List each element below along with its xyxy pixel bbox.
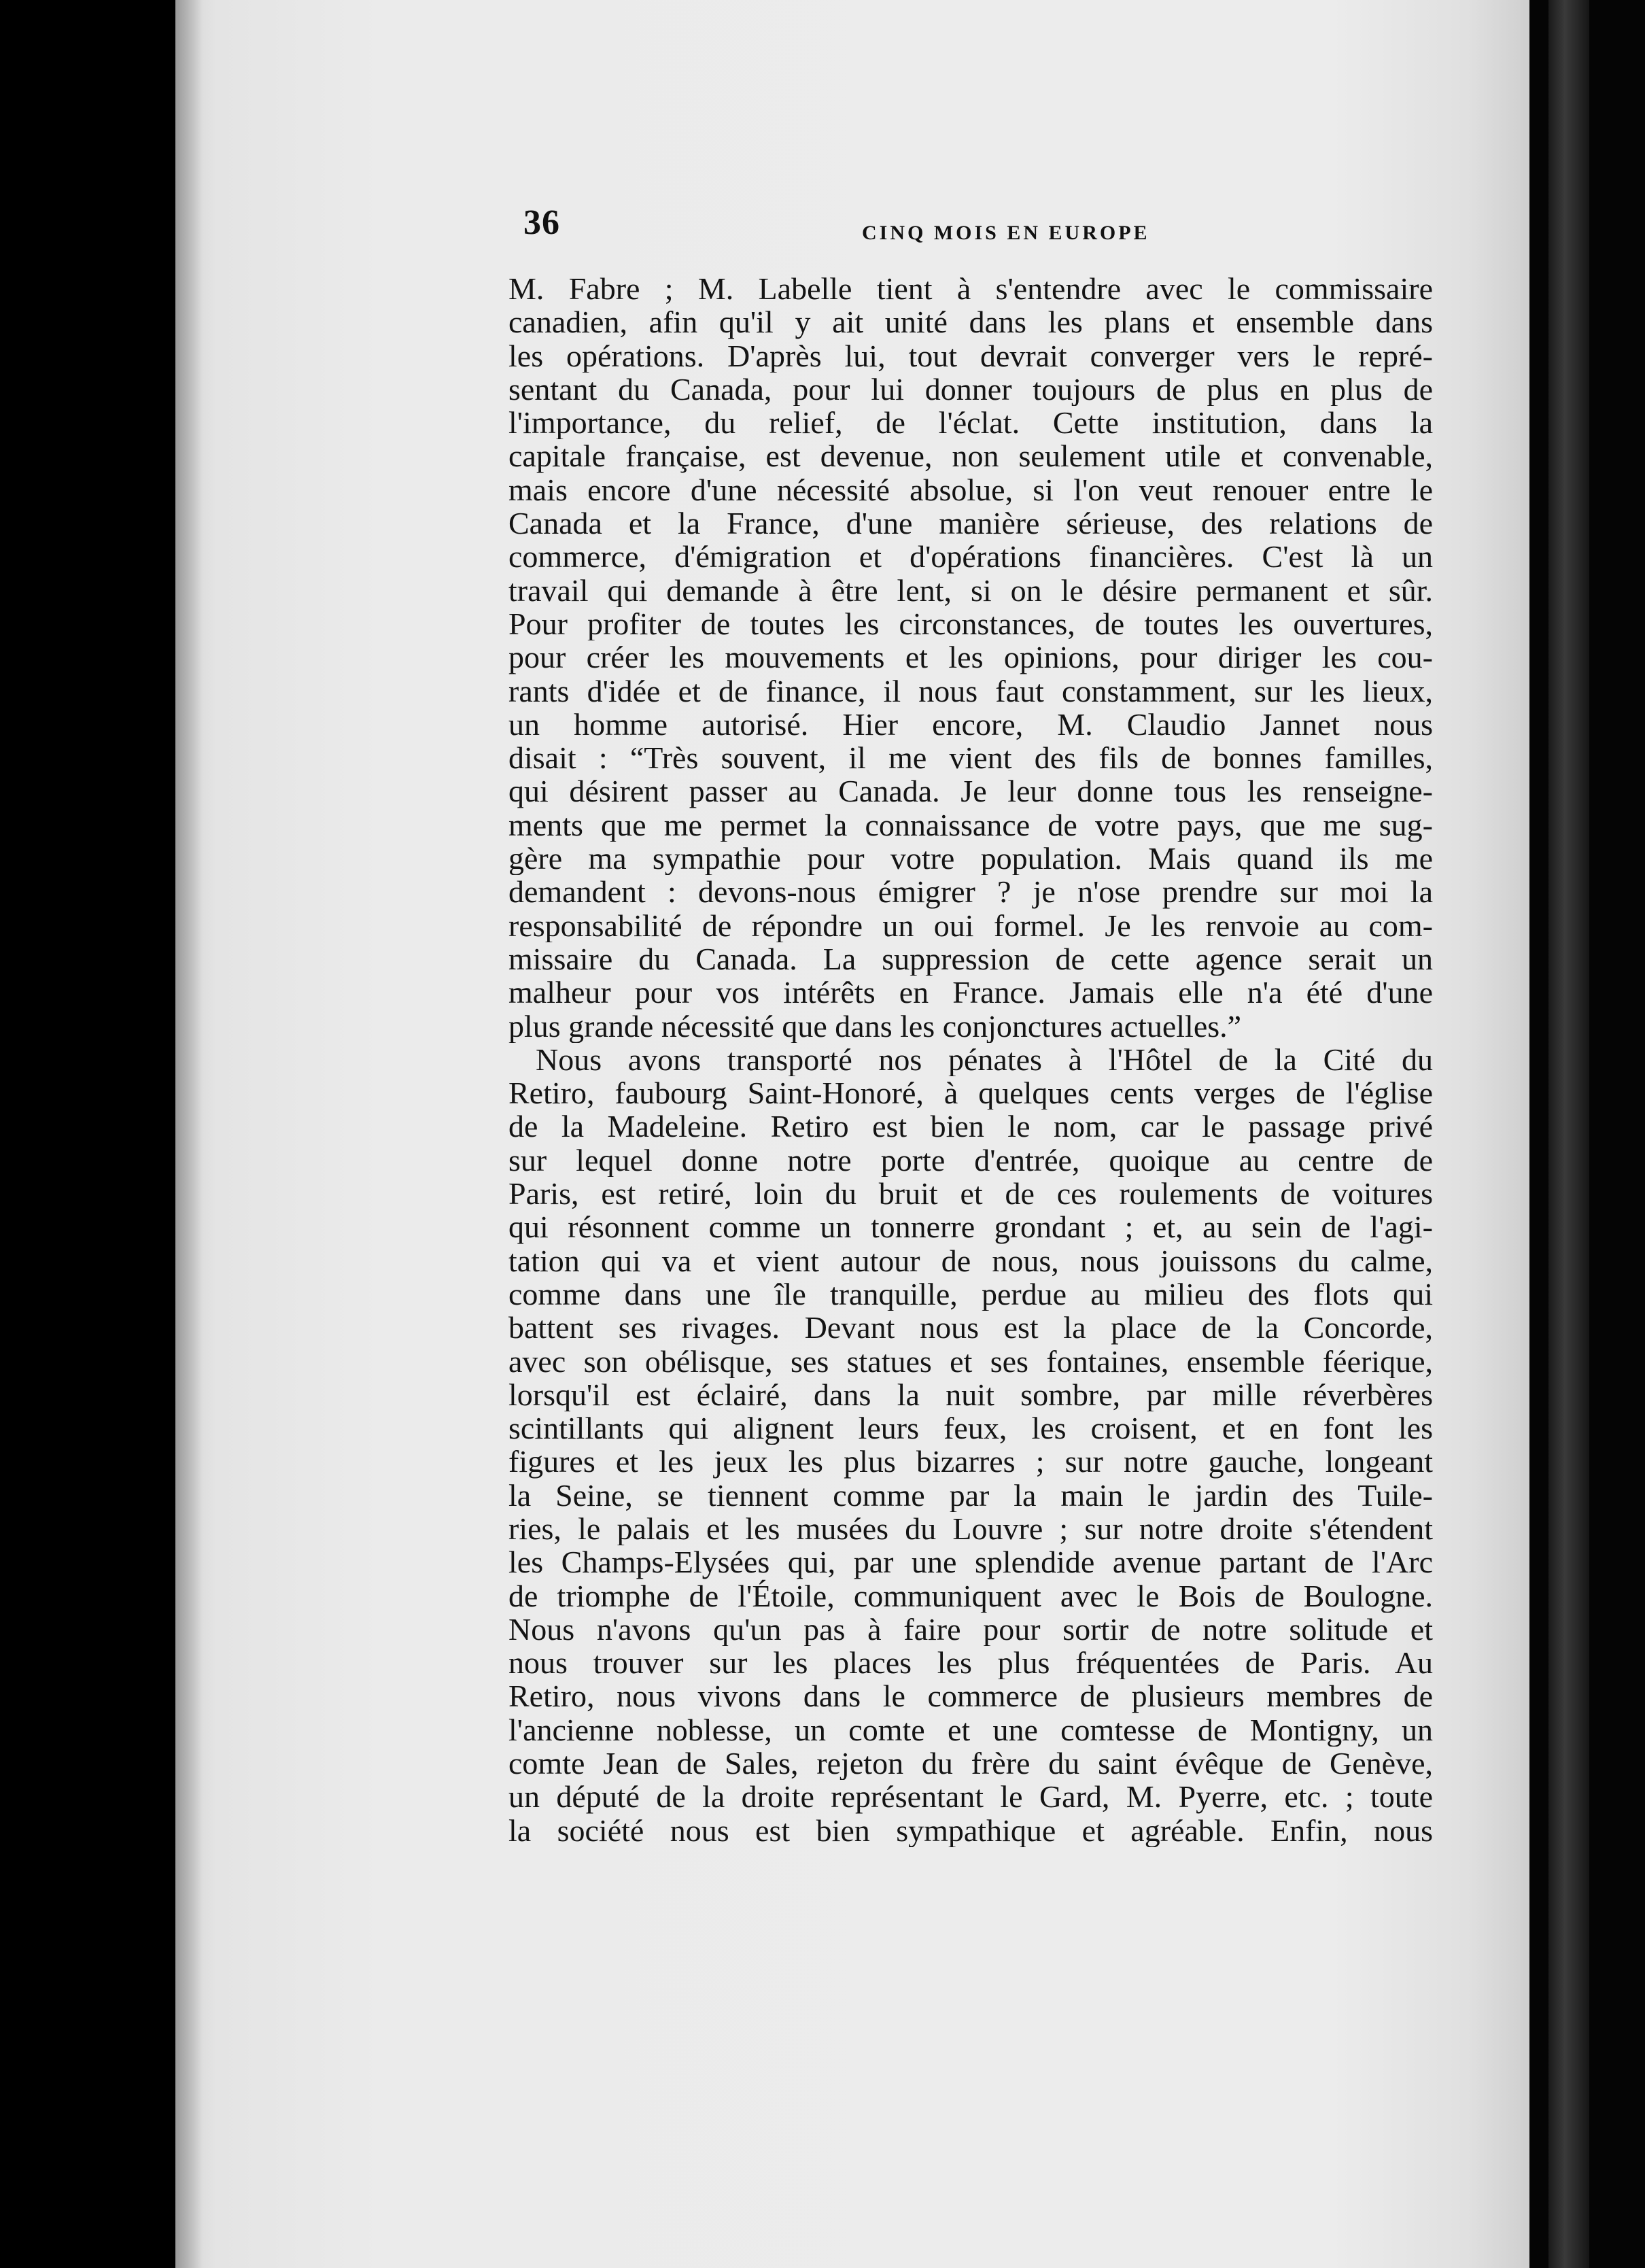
- text-line: travail qui demande à être lent, si on le désire permanent et sûr.: [508, 573, 1433, 607]
- text-line: missaire du Canada. La suppression de cette agence serait un: [508, 942, 1433, 976]
- page-header: [523, 203, 1438, 250]
- text-line: la Seine, se tiennent comme par la main le jardin des Tuile-: [508, 1478, 1433, 1512]
- text-line: scintillants qui alignent leurs feux, les croisent, et en font les: [508, 1411, 1433, 1445]
- text-line: pour créer les mouvements et les opinions, pour diriger les cou-: [508, 640, 1433, 674]
- text-line-paragraph-start: Nous avons transporté nos pénates à l'Hôtel de la Cité du: [536, 1042, 1433, 1077]
- text-line: figures et les jeux les plus bizarres ; sur notre gauche, longeant: [508, 1445, 1433, 1479]
- text-line: ries, le palais et les musées du Louvre ; sur notre droite s'étendent: [508, 1511, 1433, 1546]
- text-line: comme dans une île tranquille, perdue au milieu des flots qui: [508, 1277, 1433, 1311]
- text-line: comte Jean de Sales, rejeton du frère du saint évêque de Genève,: [508, 1747, 1433, 1781]
- text-line: rants d'idée et de finance, il nous faut constamment, sur les lieux,: [508, 674, 1433, 708]
- text-line: Pour profiter de toutes les circonstances, de toutes les ouvertures,: [508, 606, 1433, 641]
- text-line: responsabilité de répondre un oui formel. Je les renvoie au com-: [508, 908, 1433, 942]
- text-line: Retiro, nous vivons dans le commerce de plusieurs membres de: [508, 1679, 1433, 1713]
- text-line: la société nous est bien sympathique et agréable. Enfin, nous: [508, 1813, 1433, 1847]
- text-line: l'ancienne noblesse, un comte et une comtesse de Montigny, un: [508, 1713, 1433, 1747]
- text-line: demandent : devons-nous émigrer ? je n'ose prendre sur moi la: [508, 875, 1433, 909]
- text-line: l'importance, du relief, de l'éclat. Cette institution, dans la: [508, 406, 1433, 440]
- text-line: Canada et la France, d'une manière sérieuse, des relations de: [508, 506, 1433, 540]
- text-line: sentant du Canada, pour lui donner toujours de plus en plus de: [508, 372, 1433, 407]
- text-line: tation qui va et vient autour de nous, nous jouissons du calme,: [508, 1243, 1433, 1277]
- text-line: nous trouver sur les places les plus fréquentées de Paris. Au: [508, 1646, 1433, 1680]
- page-fold: [1548, 0, 1589, 2268]
- text-line: commerce, d'émigration et d'opérations financières. C'est là un: [508, 540, 1433, 574]
- text-line: Retiro, faubourg Saint-Honoré, à quelques cents verges de l'église: [508, 1076, 1433, 1110]
- page-edge-dark: [1529, 0, 1645, 2268]
- text-line: qui résonnent comme un tonnerre grondant ; et, au sein de l'agi-: [508, 1210, 1433, 1244]
- text-line: capitale française, est devenue, non seulement utile et convenable,: [508, 439, 1433, 473]
- text-line: un député de la droite représentant le Gard, M. Pyerre, etc. ; toute: [508, 1780, 1433, 1814]
- text-line: les opérations. D'après lui, tout devrait converger vers le repré-: [508, 339, 1433, 373]
- text-line: qui désirent passer au Canada. Je leur donne tous les renseigne-: [508, 774, 1433, 808]
- text-line: sur lequel donne notre porte d'entrée, quoique au centre de: [508, 1143, 1433, 1178]
- text-line: Paris, est retiré, loin du bruit et de ces roulements de voitures: [508, 1177, 1433, 1211]
- text-line: disait : “Très souvent, il me vient des fils de bonnes familles,: [508, 741, 1433, 775]
- text-line: un homme autorisé. Hier encore, M. Claudio Jannet nous: [508, 707, 1433, 742]
- text-line: de la Madeleine. Retiro est bien le nom, car le passage privé: [508, 1110, 1433, 1144]
- text-line: les Champs-Elysées qui, par une splendide avenue partant de l'Arc: [508, 1545, 1433, 1579]
- text-line-paragraph-end: plus grande nécessité que dans les conjonctures actuelles.”: [508, 1009, 1242, 1043]
- text-line: mais encore d'une nécessité absolue, si l'on veut renouer entre le: [508, 472, 1433, 507]
- running-head: CINQ MOIS EN EUROPE: [862, 222, 1150, 244]
- text-line: ments que me permet la connaissance de votre pays, que me sug-: [508, 808, 1433, 842]
- text-line: gère ma sympathie pour votre population. Mais quand ils me: [508, 842, 1433, 876]
- text-line: malheur pour vos intérêts en France. Jamais elle n'a été d'une: [508, 976, 1433, 1010]
- body-text: [508, 272, 1433, 1847]
- text-line: avec son obélisque, ses statues et ses fontaines, ensemble féerique,: [508, 1344, 1433, 1378]
- text-line: lorsqu'il est éclairé, dans la nuit sombre, par mille réverbères: [508, 1377, 1433, 1412]
- text-line: battent ses rivages. Devant nous est la place de la Concorde,: [508, 1311, 1433, 1345]
- gutter-shadow: [175, 0, 203, 2268]
- page-number: 36: [523, 203, 560, 242]
- text-line: de triomphe de l'Étoile, communiquent avec le Bois de Boulogne.: [508, 1579, 1433, 1613]
- text-line: M. Fabre ; M. Labelle tient à s'entendre avec le commissaire: [508, 272, 1433, 306]
- text-line: canadien, afin qu'il y ait unité dans les plans et ensemble dans: [508, 305, 1433, 339]
- text-line: Nous n'avons qu'un pas à faire pour sortir de notre solitude et: [508, 1612, 1433, 1647]
